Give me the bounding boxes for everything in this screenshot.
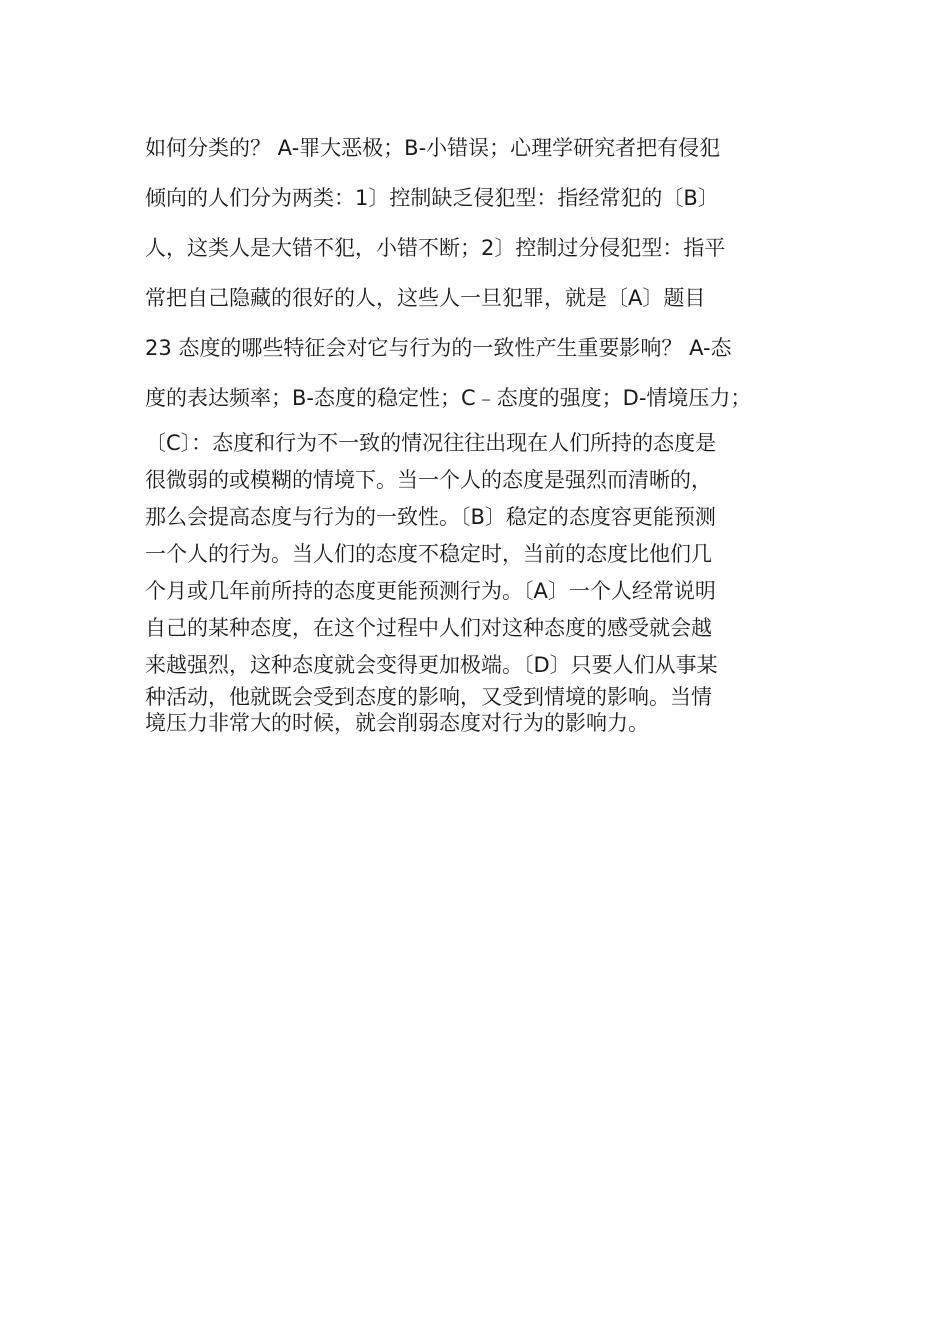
paragraph-question-section xyxy=(145,125,825,425)
text-line: 自己的某种态度，在这个过程中人们对这种态度的感受就会越 xyxy=(145,616,712,640)
text-line: 个月或几年前所持的态度更能预测行为。〔A〕一个人经常说明 xyxy=(145,579,716,603)
text-line: 人，这类人是大错不犯，小错不断；2〕控制过分侵犯型：指平 xyxy=(145,236,726,260)
text-line: 那么会提高态度与行为的一致性。〔B〕稳定的态度容更能预测 xyxy=(145,505,716,529)
text-line: 境压力非常大的时候，就会削弱态度对行为的影响力。 xyxy=(145,711,649,735)
text-line: 来越强烈，这种态度就会变得更加极端。〔D〕只要人们从事某 xyxy=(145,653,718,677)
text-line: 一个人的行为。当人们的态度不稳定时，当前的态度比他们几 xyxy=(145,542,712,566)
document-body xyxy=(145,125,825,736)
text-line: 种活动，他就既会受到态度的影响，又受到情境的影响。当情 xyxy=(145,685,712,709)
text-line: 很微弱的或模糊的情境下。当一个人的态度是强烈而清晰的， xyxy=(145,468,712,492)
text-line: 如何分类的？ A-罪大恶极；B-小错误；心理学研究者把有侵犯 xyxy=(145,136,721,160)
text-line: 倾向的人们分为两类：1〕控制缺乏侵犯型：指经常犯的〔B〕 xyxy=(145,186,719,210)
text-line: 度的表达频率；B-态度的稳定性；C﹣态度的强度；D-情境压力； xyxy=(145,386,752,410)
text-line: 〔C〕：态度和行为不一致的情况往往出现在人们所持的态度是 xyxy=(145,431,717,455)
text-line: 23 态度的哪些特征会对它与行为的一致性产生重要影响？ A-态 xyxy=(145,336,732,360)
text-line: 常把自己隐藏的很好的人，这些人一旦犯罪，就是〔A〕题目 xyxy=(145,286,706,310)
paragraph-answer-section xyxy=(145,425,825,736)
